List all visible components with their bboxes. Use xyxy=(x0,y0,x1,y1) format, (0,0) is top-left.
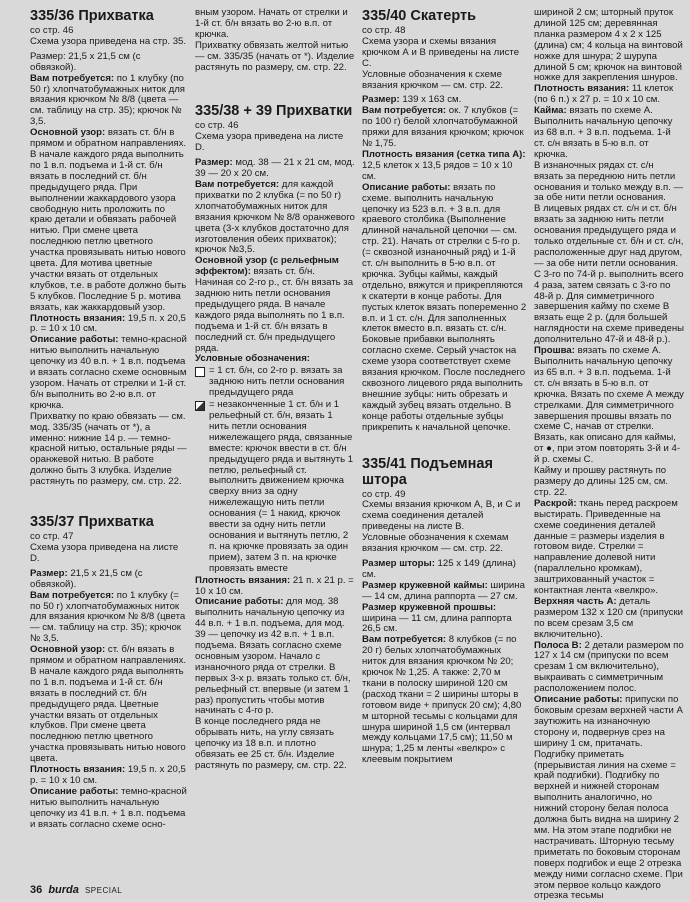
paragraph-lead: Описание работы: xyxy=(362,181,451,193)
paragraph-lead: Вам потребуется: xyxy=(30,589,115,601)
paragraph: Условные обозначения к схемам вязания крючком — см. стр. 22. xyxy=(362,532,509,555)
paragraph: Раскрой: ткань перед раскроем выстирать. Приведенные на схеме соединения деталей данные = размеры изделия в готовом виде. Стрелки = направление долевой нити (параллельно кромкам), заштрихованный участок = контактная лента «велкро». xyxy=(534,497,678,597)
paragraph: Основной узор: ст. б/н вязать в прямом и обратном направлениях. В начале каждого ряда выполнять по 1 в.п. подъема и 1-й ст. б/н вязать в последний ст. б/н предыдущего ряда. Цветные участки вязать от отдельных клубков. При смене цвета последнюю петлю цветного участка провязывать нитью нового цвета. xyxy=(30,644,187,765)
stitch-symbol-icon xyxy=(195,367,205,377)
paragraph-lead: Размер: xyxy=(362,94,400,106)
paragraph-lead: Прошва: xyxy=(534,345,575,357)
paragraph-lead: Описание работы: xyxy=(30,334,119,346)
section-title: 335/37 Прихватка xyxy=(30,514,154,531)
paragraph: В изнаночных рядах ст. с/н вязать за переднюю нить петли основания и только между в.п. — за обе нити петли основания. xyxy=(534,159,684,204)
paragraph: С 3-го по 74-й р. выполнить всего 4 раза, затем связать с 3-го по 48-й р. Для симметричного завершения кайму по схеме В вязать еще 2 р. (для большей наглядности на схеме приведены дополнительно 47-й и 48-й р.). xyxy=(534,268,685,346)
paragraph-lead: Плотность вязания: xyxy=(534,83,630,95)
paragraph: Размер кружевной каймы: ширина — 14 см, длина раппорта — 27 см. xyxy=(362,579,525,602)
legend-title xyxy=(195,354,355,365)
section-title: 335/40 Скатерть xyxy=(362,8,477,24)
paragraph: Описание работы: припуски по боковым срезам верхней части А заутюжить на изнаночную сторону и, подвернув срез на ширину 1 см, притачать. Подгибку приметать (прерывистая линия на схеме = край подгибки). Подгибку по верхней и нижней сторонам выполнить аналогично, но нижний сторону белая полоса должна быть видна на ширину 2 мм. На этом этапе подгибки не настрачивать. Шторную тесьму приметать по боковым сторонам поверх подгибок и еще 2 отрезка между ними согласно схеме. При этом первое кольцо каждого отрезка тесьмы xyxy=(534,694,683,902)
paragraph: Описание работы: для мод. 38 выполнить начальную цепочку из 44 в.п. + 1 в.п. подъема, для мод. 39 — цепочку из 42 в.п. + 1 в.п. подъема. Вязать согласно схеме основным узором. Начало с изнаночного ряда от стрелки. В первых 3-х р. вязать только ст. б/н, рельефный ст. впервые (и затем 1 раз) пропустить чтобы мотив начинать с 4-го р. xyxy=(195,596,351,717)
paragraph: Схема узора приведена на стр. 35. xyxy=(30,35,187,47)
paragraph: Вязать, как описано для каймы, от ●, при этом повторять 3-й и 4-й р. схемы С. xyxy=(534,432,681,466)
paragraph-lead: Верхняя часть А: xyxy=(534,595,617,607)
paragraph xyxy=(30,52,188,74)
paragraph: Плотность вязания: 21 п. х 21 р. = 10 х 10 см. xyxy=(195,574,354,597)
paragraph: В конце последнего ряда не обрывать нить, на углу связать цепочку из 18 в.п. и плотно обвязать ее 25 ст. б/н. Изделие растянуть по размеру, см. стр. 22. xyxy=(195,716,347,771)
paragraph: Вам потребуется: для каждой прихватки по 2 клубка (= по 50 г) хлопчатобумажных ниток для вязания крючком № 8/8 оранжевого цвета (3-х клубков достаточно для изготовления обеих прихваток); крючок №3,5. xyxy=(195,178,355,256)
paragraph: Описание работы: темно-красной нитью выполнить начальную цепочку из 40 в.п. + 1 в.п. подъема и вязать согласно схеме основным узором. Начать от стрелки и 1-й ст. б/н выполнить во 2-ю в.п. от крючка. xyxy=(30,334,187,411)
paragraph-lead: Вам потребуется: xyxy=(195,178,280,190)
paragraph-lead: Размер кружевной каймы: xyxy=(362,579,488,591)
section-title: 335/36 Прихватка xyxy=(30,8,154,24)
legend-text: = незаконченные 1 ст. б/н и 1 рельефный ст. б/н, вязать 1 нить петли основания нижележащего ряда, связанные вместе: крючок ввести в ст. б/н предыдущего ряда и вытянуть 1 петлю, рельефный ст. выполнить движением крючка сверху вниз за одну нижележащую нить петли основания (= 1 накид, крючок ввести за одну нить петли основания и вытянуть петлю, 2 п. на крючке провязать за один прием), затем 3 п. на крючке провязать вместе xyxy=(209,399,354,574)
paragraph: Условные обозначения к схеме вязания крючком — см. стр. 22. xyxy=(362,68,504,91)
paragraph: В лицевых рядах ст. с/н и ст. б/н вязать за заднюю нить петли основания предыдущего ряда и только отдельные ст. б/н и ст. с/н, расположенные друг над другом, — за обе нити петли основания. xyxy=(534,203,684,269)
paragraph: Схемы вязания крючком А, В, и С и схема соединения деталей приведены на листе В. xyxy=(362,499,521,533)
special-label: SPECIAL xyxy=(84,886,123,895)
paragraph: Описание работы: темно-красной нитью выполнить начальную цепочку из 41 в.п. + 1 в.п. подъема и вязать согласно схеме осно- xyxy=(30,785,187,830)
paragraph: Описание работы: вязать по схеме. выполнить начальную цепочку из 523 в.п. + 3 в.п. для краевого столбика (Выполнение длинной начальной цепочки — см. стр. 21). Начать от стрелки с 5-го р. (= сквозной изнаночный ряд) и 1-й ст. с/н выполнить в 5-ю в.п. от крючка. Зубцы каймы, каждый отдельно, вяжутся и прикрепляются к скатерти в конце работы. Для пустых клеток вязать попеременно 2 в.п. и 1 ст. с/н. Для заполненных клеток вместо в.п. вязать ст. с/н. Боковые прибавки выполнять согласно схеме. Серый участок на схеме узора соответствует схеме вязания крючком. После последнего сквозного лицевого ряда выполнить внешние зубцы: нить обрезать и каждый зубец вязать отдельно. В конце работы отдельные зубцы прикрепить к начальной цепочке. xyxy=(362,181,527,433)
paragraph: Размер шторы: 125 х 149 (длина) см. xyxy=(362,557,516,580)
paragraph: Вам потребуется: ок. 7 клубков (= по 100 г) белой хлопчатобумажной пряжи для вязания крючком; крючок № 1,75. xyxy=(362,105,524,150)
paragraph: Плотность вязания: 11 клеток (по 6 п.) х 27 р. = 10 х 10 см. xyxy=(534,83,674,106)
legend-text: = 1 ст. б/н, со 2-го р. вязать за заднюю нить петли основания предыдущего ряда xyxy=(209,365,345,399)
paragraph: Прихватку по краю обвязать — см. мод. 335/35 (начать от *), а именно: нижние 14 р. — темно-красной нитью, остальные ряды — оранжевой нитью. В работе должно быть 3 клубка. Изделие растянуть по размеру, см. стр. 22. xyxy=(30,410,187,488)
legend-item xyxy=(195,400,355,575)
paragraph-lead: Условные обозначения: xyxy=(195,353,310,365)
paragraph: Плотность вязания: 19,5 п. х 20,5 р. = 10 х 10 см. xyxy=(30,764,186,786)
page-footer xyxy=(30,884,122,897)
paragraph-lead: Раскрой: xyxy=(534,497,577,509)
page-ref: со стр. 48 xyxy=(362,25,406,36)
page-ref: со стр. 47 xyxy=(30,531,74,543)
section-title: 335/38 + 39 Прихватки xyxy=(195,103,353,120)
paragraph-lead: Плотность вязания (сетка типа А): xyxy=(362,148,526,160)
paragraph: Полоса В: 2 детали размером по 127 х 14 см (припуски по всем срезам 1 см включительно), выкраивать с симметричным расположением полос. xyxy=(534,639,684,695)
paragraph-lead: Основной узор: xyxy=(30,127,106,139)
paragraph-lead: Кайма: xyxy=(534,105,567,117)
paragraph-lead: Вам потребуется: xyxy=(362,105,447,117)
paragraph-lead: Плотность вязания: xyxy=(30,764,126,776)
paragraph: Кайма: вязать по схеме А. Выполнить начальную цепочку из 68 в.п. + 3 в.п. подъема. 1-й ст. с/н вязать в 5-ю в.п. от крючка. xyxy=(534,105,673,160)
paragraph: Схема узора приведена на листе D. xyxy=(30,541,179,564)
paragraph-lead: Основной узор: xyxy=(30,644,106,656)
column-2 xyxy=(195,8,355,772)
paragraph: Основной узор (с рельефным эффектом): вязать ст. б/н. Начиная со 2-го р., ст. б/н вязать за заднюю нить петли основания предыдущего ряда. В начале каждого ряда выполнять по 1 в.п. подъема и 1-й ст. б/н вязать в последний ст. б/н предыдущего ряда. xyxy=(195,255,354,354)
paragraph: Основной узор: вязать ст. б/н в прямом и обратном направлениях. В начале каждого ряда выполнить по 1 в.п. подъема и 1-й ст. б/н вязать в последний ст. б/н предыдущего ряда. При выполнении жаккардового узора свободную нить проложить по краю детали и обвязать рабочей нитью. При смене цвета последнюю петлю цветного участка провязывать нитью нового цвета. Для мотива цветные участки вязать от отдельных клубков, т.е. в работе должно быть 5 клубков. Последние 5 р. мотива вязать, как жаккардовый узор. xyxy=(30,127,187,313)
paragraph: вным узором. Начать от стрелки и 1-й ст. б/н вязать во 2-ю в.п. от крючка. xyxy=(195,7,348,40)
paragraph-lead: Размер: xyxy=(195,157,233,169)
paragraph: Плотность вязания: 19,5 п. х 20,5 р. = 10 х 10 см. xyxy=(30,312,186,335)
column-4 xyxy=(534,8,684,902)
paragraph-lead: Размер: xyxy=(30,567,68,579)
legend-item xyxy=(195,366,355,399)
paragraph: Размер: 21,5 х 21,5 см (с обвязкой). xyxy=(30,567,143,590)
paragraph: Прошва: вязать по схеме А. Выполнить начальную цепочку из 65 в.п. + 3 в.п. подъема. 1-й ст. с/н вязать в 5-ю в.п. от крючка. Вязать по схеме А между стрелками. Для симметричного завершения прошвы вязать по схеме С, начав от стрелки. xyxy=(534,345,684,433)
paragraph-lead: Описание работы: xyxy=(30,785,119,797)
paragraph: Вам потребуется: по 1 клубку (по 50 г) хлопчатобумажных ниток для вязания крючком № 8/8 (цвета — см. таблицу на стр. 35); крючок № 3,5. xyxy=(30,72,185,128)
paragraph-lead: Основной узор (с рельефным эффектом): xyxy=(195,255,339,278)
paragraph: Верхняя часть А: деталь размером 132 х 120 см (припуски по всем срезам 3,5 см включительно). xyxy=(534,595,684,640)
paragraph-lead: Вам потребуется: xyxy=(30,72,115,84)
page-ref: со стр. 46 xyxy=(30,25,74,36)
page-ref: со стр. 46 xyxy=(195,120,239,132)
paragraph: Размер кружевной прошвы: ширина — 11 см, длина раппорта 26,5 см. xyxy=(362,601,512,635)
paragraph: Вам потребуется: 8 клубков (= по 20 г) белых хлопчатобумажных ниток для вязания крючком № 20; крючок № 1,25. А также: 2,70 м ткани в полоску шириной 120 см (расход ткани = 2 ширины шторы в готовом виде + припуск 20 см); 4,80 м шторной тесьмы с кольцами для шнура шириной 1,5 см (интервал между кольцами 17,5 см); 11,50 м шнура; 1,25 м ленты «велкро» с клеевым покрытием xyxy=(362,634,522,766)
paragraph: Вам потребуется: по 1 клубку (= по 50 г) хлопчатобумажных ниток для вязания крючком № 8/8 (цвета — см. таблицу на стр. 35); крючок № 3,5. xyxy=(30,589,186,645)
paragraph-lead: Размер шторы: xyxy=(362,557,435,569)
column-3 xyxy=(362,8,527,766)
paragraph-lead: Полоса В: xyxy=(534,639,582,651)
paragraph: шириной 2 см; шторный пруток длиной 125 см; деревянная планка размером 4 х 2 х 125 (длина) см; 4 кольца на винтовой ножке для шнура; 2 шурупа длиной 5 см; крючок на винтовой ножке для закрепления шнуров. xyxy=(534,7,683,84)
column-1 xyxy=(30,8,188,831)
paragraph: Схема узора и схемы вязания крючком А и В приведены на листе С. xyxy=(362,35,520,69)
paragraph: Схема узора приведена на листе D. xyxy=(195,131,344,154)
page-number: 36 xyxy=(30,884,43,896)
section-title: 335/41 Подъемная штора xyxy=(362,455,493,488)
brand-logo: burda xyxy=(48,884,79,896)
relief-stitch-symbol-icon xyxy=(195,401,205,411)
paragraph: Плотность вязания (сетка типа А): 12,5 клеток х 13,5 рядов = 10 х 10 см. xyxy=(362,148,526,182)
size-text: Размер: 21,5 х 21,5 см (с обвязкой). xyxy=(30,50,141,73)
paragraph-lead: Описание работы: xyxy=(195,596,284,608)
paragraph-lead: Размер кружевной прошвы: xyxy=(362,601,497,613)
paragraph-lead: Описание работы: xyxy=(534,694,623,706)
paragraph-lead: Вам потребуется: xyxy=(362,634,447,646)
paragraph-lead: Плотность вязания: xyxy=(30,312,126,324)
paragraph-lead: Плотность вязания: xyxy=(195,574,291,586)
paragraph: Кайму и прошву растянуть по размеру до длины 125 см, см. стр. 22. xyxy=(534,465,669,498)
page-ref: со стр. 49 xyxy=(362,488,406,500)
paragraph: Прихватку обвязать желтой нитью — см. 335/35 (начать от *). Изделие растянуть по размеру, см. стр. 22. xyxy=(195,39,355,73)
paragraph: Размер: мод. 38 — 21 х 21 см, мод. 39 — 20 х 20 см. xyxy=(195,157,355,180)
paragraph: Размер: 139 х 163 см. xyxy=(362,94,462,106)
